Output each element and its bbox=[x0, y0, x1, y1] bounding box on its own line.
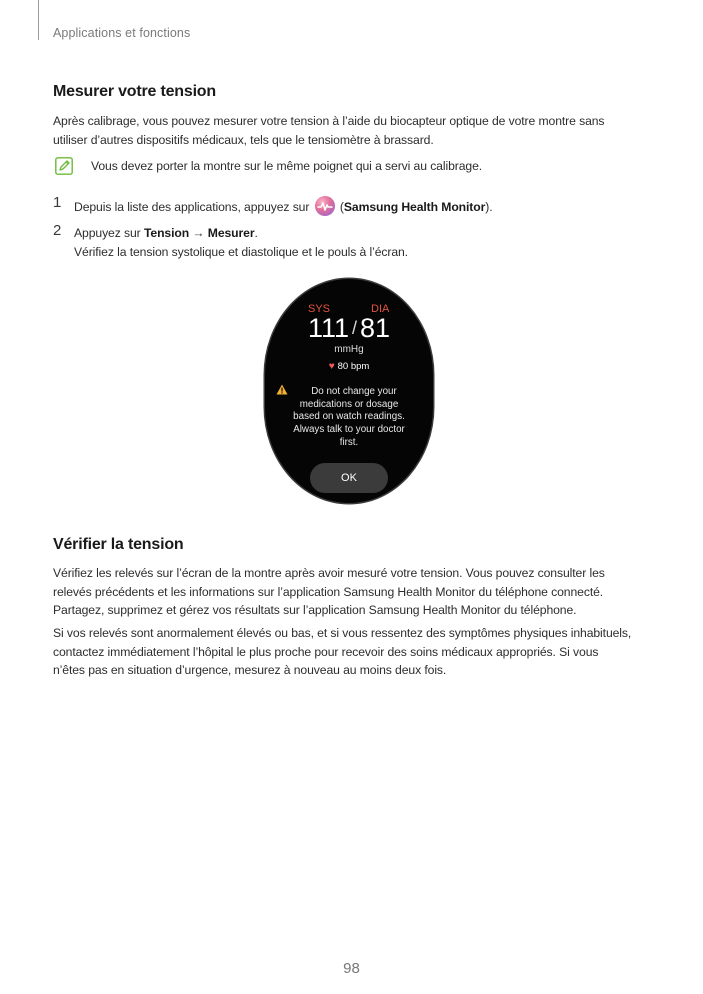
value-separator: / bbox=[351, 318, 357, 338]
pressure-unit: mmHg bbox=[334, 344, 364, 355]
check-p2-line-2: contactez immédiatement l’hôpital le plus proche pour recevoir des soins médicaux appropriés. Si vous bbox=[53, 644, 599, 659]
page-number: 98 bbox=[343, 960, 360, 977]
check-paragraph-1 bbox=[53, 564, 653, 620]
blood-pressure-values bbox=[265, 313, 433, 344]
running-header: Applications et fonctions bbox=[53, 26, 191, 40]
dia-label: DIA bbox=[371, 303, 390, 315]
step-2-line-2: Vérifiez la tension systolique et diastolique et le pouls à l’écran. bbox=[74, 244, 408, 259]
step-2-arrow: → bbox=[192, 226, 205, 240]
samsung-health-monitor-icon bbox=[315, 196, 335, 216]
step-2-text bbox=[74, 224, 408, 261]
intro-line-1: Après calibrage, vous pouvez mesurer votre tension à l’aide du biocapteur optique de votre montre sans bbox=[53, 114, 605, 128]
warning-line-1: Do not change your bbox=[311, 386, 397, 397]
check-p2-line-3: n’êtes pas en situation d’urgence, mesurez à nouveau au moins deux fois. bbox=[53, 663, 447, 677]
intro-line-2: utiliser d’autres dispositifs médicaux, tels que le tensiomètre à brassard. bbox=[53, 132, 434, 147]
step-2-tension: Tension bbox=[143, 226, 190, 240]
warning-line-4: Always talk to your doctor bbox=[293, 424, 405, 436]
pulse-value: 80 bpm bbox=[337, 361, 370, 372]
systolic-value: 111 bbox=[307, 313, 349, 343]
warning-line-2: medications or dosage bbox=[299, 398, 399, 410]
section-title-mesurer: Mesurer votre tension bbox=[53, 83, 216, 100]
note-pencil-icon bbox=[55, 157, 73, 175]
diastolic-value: 81 bbox=[360, 313, 391, 343]
check-p2-line-1: Si vos relevés sont anormalement élevés ou bas, et si vous ressentez des symptômes physiques inhabituels, bbox=[53, 626, 632, 640]
calibration-note: Vous devez porter la montre sur le même poignet qui a servi au calibrage. bbox=[91, 159, 483, 173]
check-paragraph-2 bbox=[53, 624, 653, 680]
check-p1-line-3: Partagez, supprimez et gérez vos résultats sur l’application Samsung Health Monitor du téléphone. bbox=[53, 603, 577, 617]
step-1-before: Depuis la liste des applications, appuyez sur bbox=[74, 200, 310, 214]
step-2-mesurer: Mesurer bbox=[207, 226, 255, 240]
step-2-after: . bbox=[254, 226, 258, 240]
header-divider bbox=[38, 0, 39, 40]
step-1-after: ). bbox=[485, 200, 493, 214]
step-1-text bbox=[74, 196, 493, 217]
check-p1-line-1: Vérifiez les relevés sur l’écran de la montre après avoir mesuré votre tension. Vous pouvez consulter les bbox=[53, 566, 605, 580]
section-title-verifier: Vérifier la tension bbox=[53, 536, 184, 553]
check-p1-line-2: relevés précédents et les informations sur l’application Samsung Health Monitor du téléphone connecté. bbox=[53, 584, 604, 599]
intro-paragraph bbox=[53, 112, 653, 149]
heart-icon: ♥ bbox=[328, 361, 335, 372]
ok-button[interactable]: OK bbox=[310, 463, 388, 493]
step-1-paren-open: ( bbox=[339, 200, 344, 214]
sys-label: SYS bbox=[308, 303, 331, 315]
medication-warning bbox=[282, 386, 416, 450]
warning-line-3: based on watch readings. bbox=[293, 411, 405, 423]
step-1-number: 1 bbox=[53, 194, 62, 211]
watch-screen bbox=[265, 279, 433, 503]
step-2-number: 2 bbox=[53, 222, 62, 239]
pulse-readout bbox=[265, 361, 433, 372]
warning-line-5: first. bbox=[339, 436, 359, 448]
step-1-app-name: Samsung Health Monitor bbox=[343, 200, 486, 214]
step-2-before: Appuyez sur bbox=[74, 226, 141, 240]
